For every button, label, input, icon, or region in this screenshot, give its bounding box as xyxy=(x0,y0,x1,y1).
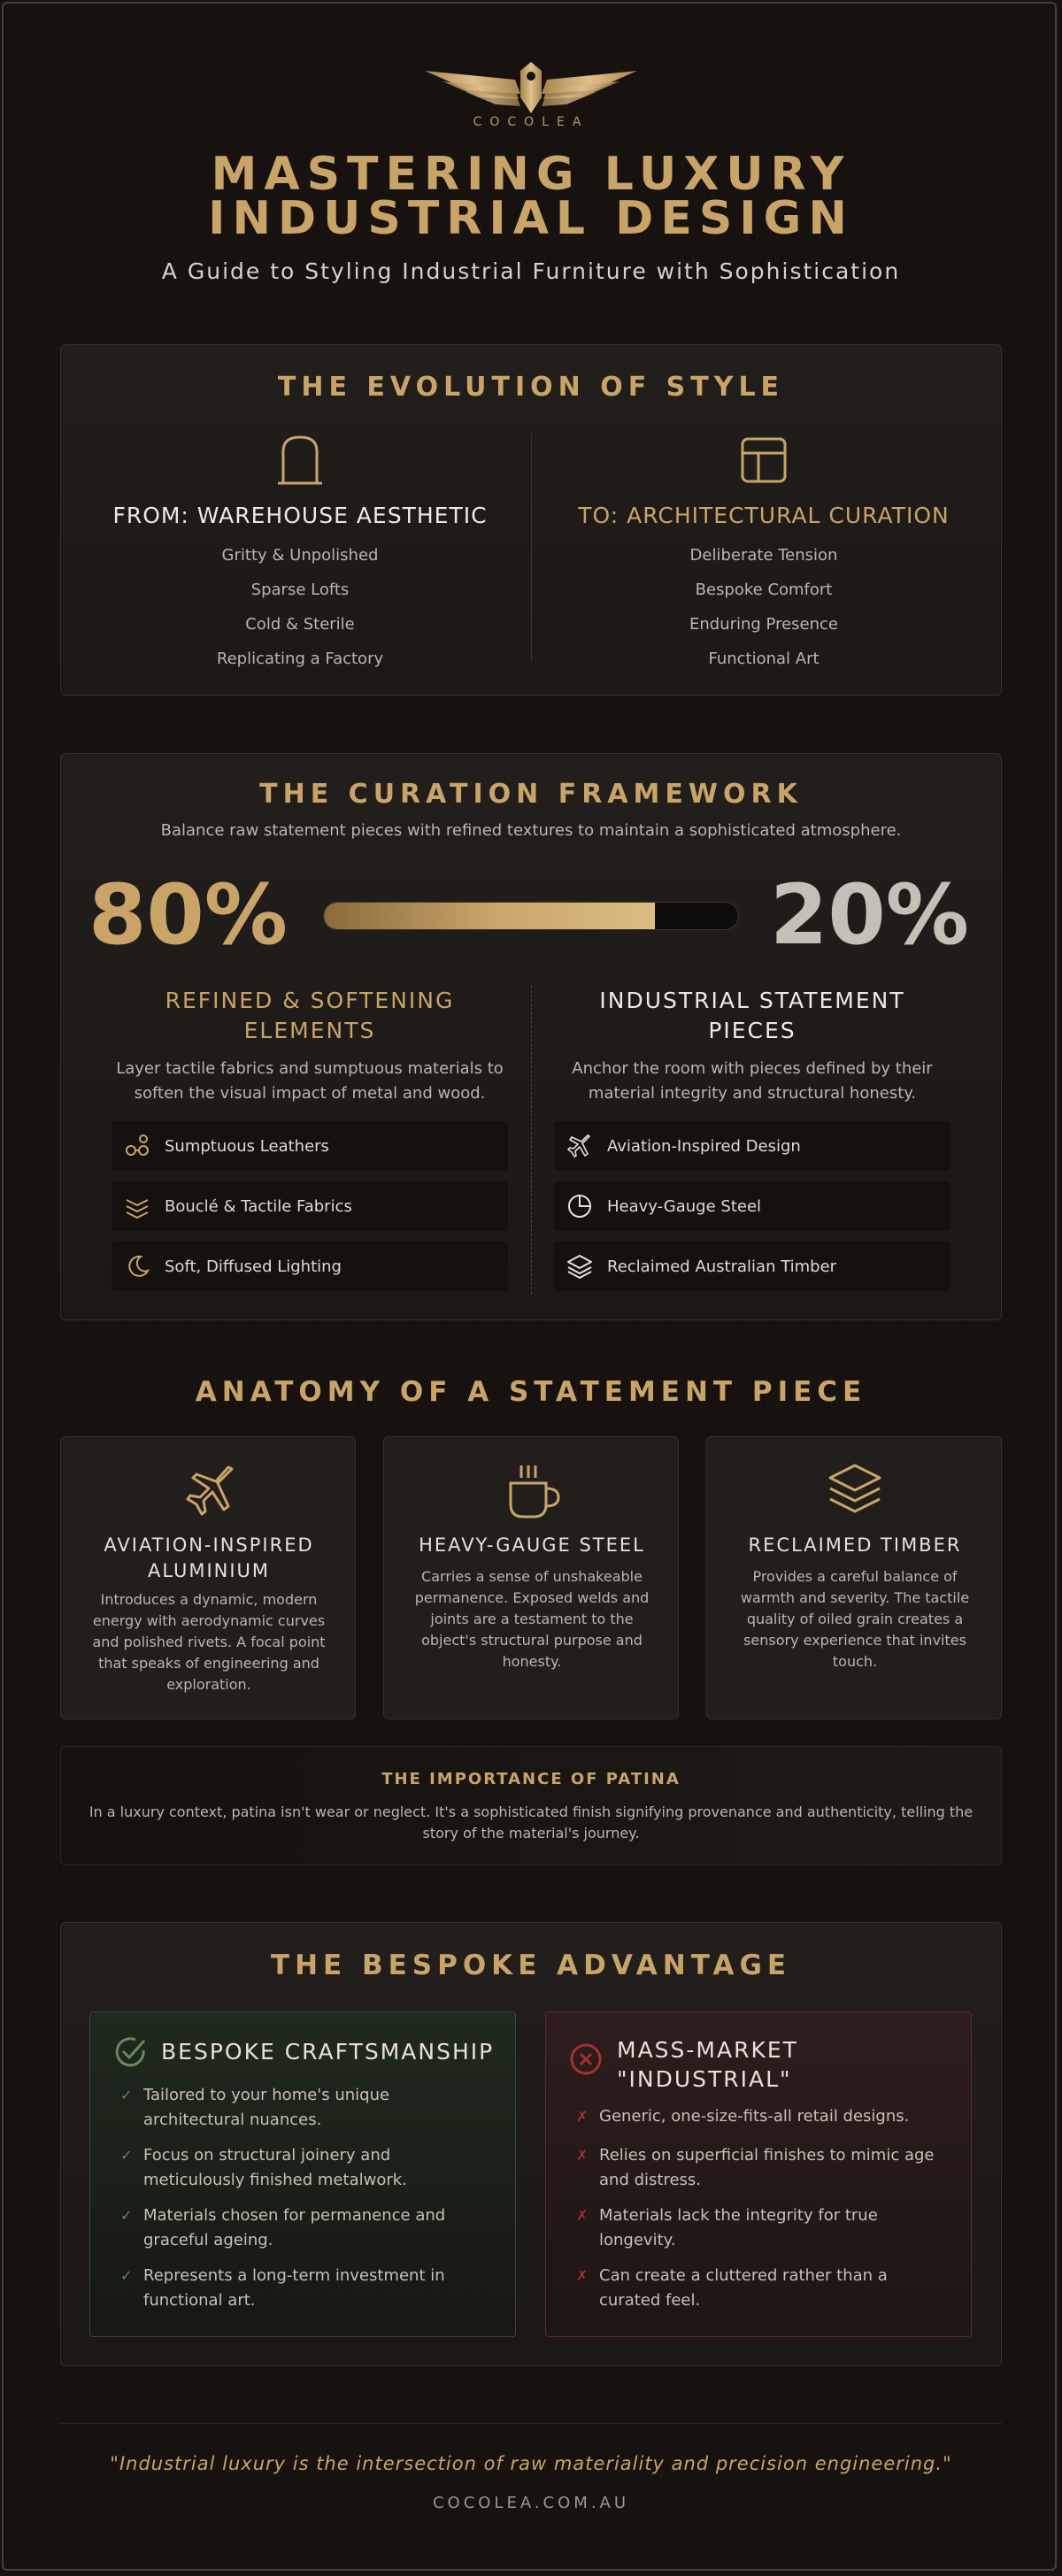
anatomy-card-timber xyxy=(706,1436,1002,1719)
refined-description xyxy=(97,1057,522,1106)
footer-quote: "Industrial luxury is the intersection of raw materiality and precision engineering." xyxy=(110,2453,952,2474)
fabric-waves-icon xyxy=(124,1193,150,1219)
x-circle-icon xyxy=(569,2042,603,2076)
list-item-line: Represents a long-term investment in xyxy=(143,2266,445,2285)
list-item-label: Sumptuous Leathers xyxy=(165,1136,329,1156)
title-line-1: MASTERING LUXURY xyxy=(211,148,851,201)
check-icon: ✓ xyxy=(120,2267,133,2284)
list-item-line: Focus on structural joinery and xyxy=(143,2146,391,2165)
industrial-desc-line: material integrity and structural honesty. xyxy=(588,1084,917,1103)
evolution-to-column xyxy=(534,434,994,668)
check-icon: ✓ xyxy=(120,2087,133,2103)
list-item xyxy=(554,1121,950,1171)
anatomy-card-line: warmth and severity. The tactile xyxy=(740,1589,970,1606)
list-item-line: Tailored to your home's unique xyxy=(143,2086,390,2104)
list-item xyxy=(554,1242,950,1291)
arch-icon xyxy=(276,434,324,487)
winged-emblem-icon xyxy=(416,58,646,120)
cross-icon: ✗ xyxy=(576,2267,589,2284)
patina-callout xyxy=(60,1746,1002,1865)
page-title xyxy=(0,148,1062,245)
evolution-to-heading: TO: ARCHITECTURAL CURATION xyxy=(578,503,950,528)
list-item xyxy=(112,1121,508,1171)
cross-icon: ✗ xyxy=(576,2108,589,2125)
framework-divider xyxy=(531,986,533,1294)
list-item xyxy=(576,2203,953,2253)
list-item-label: Reclaimed Australian Timber xyxy=(607,1257,837,1276)
list-item-label: Heavy-Gauge Steel xyxy=(607,1196,762,1216)
evolution-from-item: Cold & Sterile xyxy=(245,615,355,634)
anatomy-card-text xyxy=(84,1589,334,1696)
list-item-line: longevity. xyxy=(599,2231,676,2249)
industrial-description xyxy=(540,1057,965,1106)
bespoke-craftsmanship-panel xyxy=(89,2011,516,2337)
industrial-heading xyxy=(540,986,965,1046)
anatomy-card-title xyxy=(79,1533,339,1584)
layout-icon xyxy=(740,434,788,487)
anatomy-card-line: joints are a testament to the xyxy=(430,1611,634,1627)
evolution-from-item: Gritty & Unpolished xyxy=(221,546,379,565)
industrial-percent: 20% xyxy=(770,867,969,964)
list-item-label: Bouclé & Tactile Fabrics xyxy=(165,1196,352,1216)
list-item xyxy=(112,1181,508,1231)
industrial-heading-line: PIECES xyxy=(708,1018,796,1043)
evolution-to-item: Enduring Presence xyxy=(689,615,839,634)
list-item xyxy=(554,1181,950,1231)
refined-heading-line: REFINED & SOFTENING xyxy=(165,988,455,1013)
anatomy-card-line: that speaks of engineering and xyxy=(98,1655,319,1672)
list-item-line: and distress. xyxy=(599,2171,702,2189)
framework-title: THE CURATION FRAMEWORK xyxy=(259,779,803,810)
anatomy-card-text xyxy=(730,1566,980,1672)
refined-percent: 80% xyxy=(88,867,288,964)
anatomy-card-line: exploration. xyxy=(166,1676,251,1693)
mass-market-heading-line: "INDUSTRIAL" xyxy=(617,2066,792,2092)
evolution-to-item: Deliberate Tension xyxy=(689,546,838,565)
anatomy-card-title xyxy=(402,1533,662,1558)
mass-market-panel xyxy=(545,2011,972,2337)
list-item-line: curated feel. xyxy=(599,2291,701,2310)
list-item xyxy=(576,2264,953,2313)
anatomy-card-line: energy with aerodynamic curves xyxy=(92,1612,326,1629)
anatomy-card-line: Introduces a dynamic, modern xyxy=(100,1591,318,1608)
anatomy-card-line: and polished rivets. A focal point xyxy=(92,1634,326,1650)
refined-desc-line: Layer tactile fabrics and sumptuous materials to xyxy=(116,1059,504,1078)
anatomy-card-line: sensory experience that invites xyxy=(743,1632,966,1649)
anatomy-card-line: honesty. xyxy=(502,1653,562,1670)
page-subtitle: A Guide to Styling Industrial Furniture with Sophistication xyxy=(161,258,901,284)
plane-icon xyxy=(566,1133,593,1159)
anatomy-card-steel xyxy=(383,1436,679,1719)
evolution-title: THE EVOLUTION OF STYLE xyxy=(277,372,785,403)
pie-icon xyxy=(566,1193,593,1219)
layers-icon xyxy=(566,1253,593,1280)
list-item-line: architectural nuances. xyxy=(143,2111,322,2129)
list-item xyxy=(120,2203,497,2253)
coffee-cup-icon xyxy=(496,1460,567,1522)
plane-icon xyxy=(173,1460,244,1522)
anatomy-card-line: Provides a careful balance of xyxy=(752,1568,958,1585)
evolution-from-item: Replicating a Factory xyxy=(216,650,384,668)
list-item xyxy=(112,1242,508,1291)
bespoke-heading: BESPOKE CRAFTSMANSHIP xyxy=(161,2039,495,2065)
refined-heading-line: ELEMENTS xyxy=(243,1018,376,1043)
list-item-line: functional art. xyxy=(143,2291,256,2310)
list-item-line: Materials lack the integrity for true xyxy=(599,2206,878,2225)
list-item xyxy=(120,2083,497,2133)
cross-icon: ✗ xyxy=(576,2207,589,2224)
bespoke-title: THE BESPOKE ADVANTAGE xyxy=(270,1949,792,1981)
moon-icon xyxy=(124,1253,150,1280)
framework-intro: Balance raw statement pieces with refined textures to maintain a sophisticated atmosphere. xyxy=(160,821,902,840)
cross-icon: ✗ xyxy=(576,2147,589,2164)
leather-icon xyxy=(124,1133,150,1159)
brand-name: COCOLEA xyxy=(473,115,589,129)
anatomy-card-title-line: ALUMINIUM xyxy=(147,1560,271,1581)
patina-text-line: In a luxury context, patina isn't wear or neglect. It's a sophisticated finish signifying provenance and authenticity, telling the xyxy=(88,1803,974,1820)
list-item xyxy=(120,2264,497,2313)
list-item-line: Can create a cluttered rather than a xyxy=(599,2266,888,2285)
evolution-from-column xyxy=(70,434,530,668)
anatomy-title: ANATOMY OF A STATEMENT PIECE xyxy=(195,1376,867,1408)
list-item-line: meticulously finished metalwork. xyxy=(143,2171,407,2189)
list-item-label: Aviation-Inspired Design xyxy=(607,1136,801,1156)
check-icon: ✓ xyxy=(120,2147,133,2164)
list-item xyxy=(576,2143,953,2193)
anatomy-card-title xyxy=(725,1533,985,1558)
patina-title: THE IMPORTANCE OF PATINA xyxy=(381,1770,681,1788)
list-item-line: graceful ageing. xyxy=(143,2231,273,2249)
list-item-line: Relies on superficial finishes to mimic age xyxy=(599,2146,935,2165)
ratio-bar-fill xyxy=(324,903,655,929)
anatomy-card-line: permanence. Exposed welds and xyxy=(414,1589,650,1606)
anatomy-card-line: object's structural purpose and xyxy=(421,1632,643,1649)
anatomy-card-aluminium xyxy=(60,1436,356,1719)
patina-text-line: story of the material's journey. xyxy=(422,1825,640,1842)
anatomy-card-line: Carries a sense of unshakeable xyxy=(421,1568,643,1585)
list-item xyxy=(576,2104,953,2129)
refined-heading xyxy=(97,986,522,1046)
evolution-to-item: Bespoke Comfort xyxy=(695,581,833,599)
anatomy-card-text xyxy=(407,1566,657,1672)
ratio-bar xyxy=(323,902,739,930)
industrial-desc-line: Anchor the room with pieces defined by their xyxy=(572,1059,933,1078)
evolution-divider xyxy=(531,434,532,662)
refined-desc-line: soften the visual impact of metal and wood. xyxy=(134,1084,486,1103)
check-circle-icon xyxy=(113,2035,147,2069)
patina-text xyxy=(61,1802,1001,1844)
evolution-from-heading: FROM: WAREHOUSE AESTHETIC xyxy=(112,503,488,528)
title-line-2: INDUSTRIAL DESIGN xyxy=(208,192,854,245)
footer-divider xyxy=(60,2423,1002,2424)
anatomy-card-line: quality of oiled grain creates a xyxy=(746,1611,964,1627)
list-item-line: Materials chosen for permanence and xyxy=(143,2206,446,2225)
evolution-card xyxy=(60,344,1002,696)
anatomy-card-title-line: RECLAIMED TIMBER xyxy=(748,1534,962,1556)
industrial-heading-line: INDUSTRIAL STATEMENT xyxy=(599,988,905,1013)
anatomy-card-title-line: AVIATION-INSPIRED xyxy=(104,1534,314,1556)
mass-market-heading xyxy=(617,2035,798,2094)
list-item-label: Soft, Diffused Lighting xyxy=(165,1257,342,1276)
evolution-to-item: Functional Art xyxy=(708,650,820,668)
layers-icon xyxy=(820,1460,890,1522)
anatomy-card-title-line: HEAVY-GAUGE STEEL xyxy=(419,1534,645,1556)
mass-market-heading-line: MASS-MARKET xyxy=(617,2037,798,2063)
list-item-line: Generic, one-size-fits-all retail designs. xyxy=(599,2107,910,2126)
footer-url[interactable]: COCOLEA.COM.AU xyxy=(432,2494,630,2512)
list-item xyxy=(120,2143,497,2193)
evolution-from-item: Sparse Lofts xyxy=(250,581,350,599)
anatomy-card-line: touch. xyxy=(832,1653,878,1670)
check-icon: ✓ xyxy=(120,2207,133,2224)
